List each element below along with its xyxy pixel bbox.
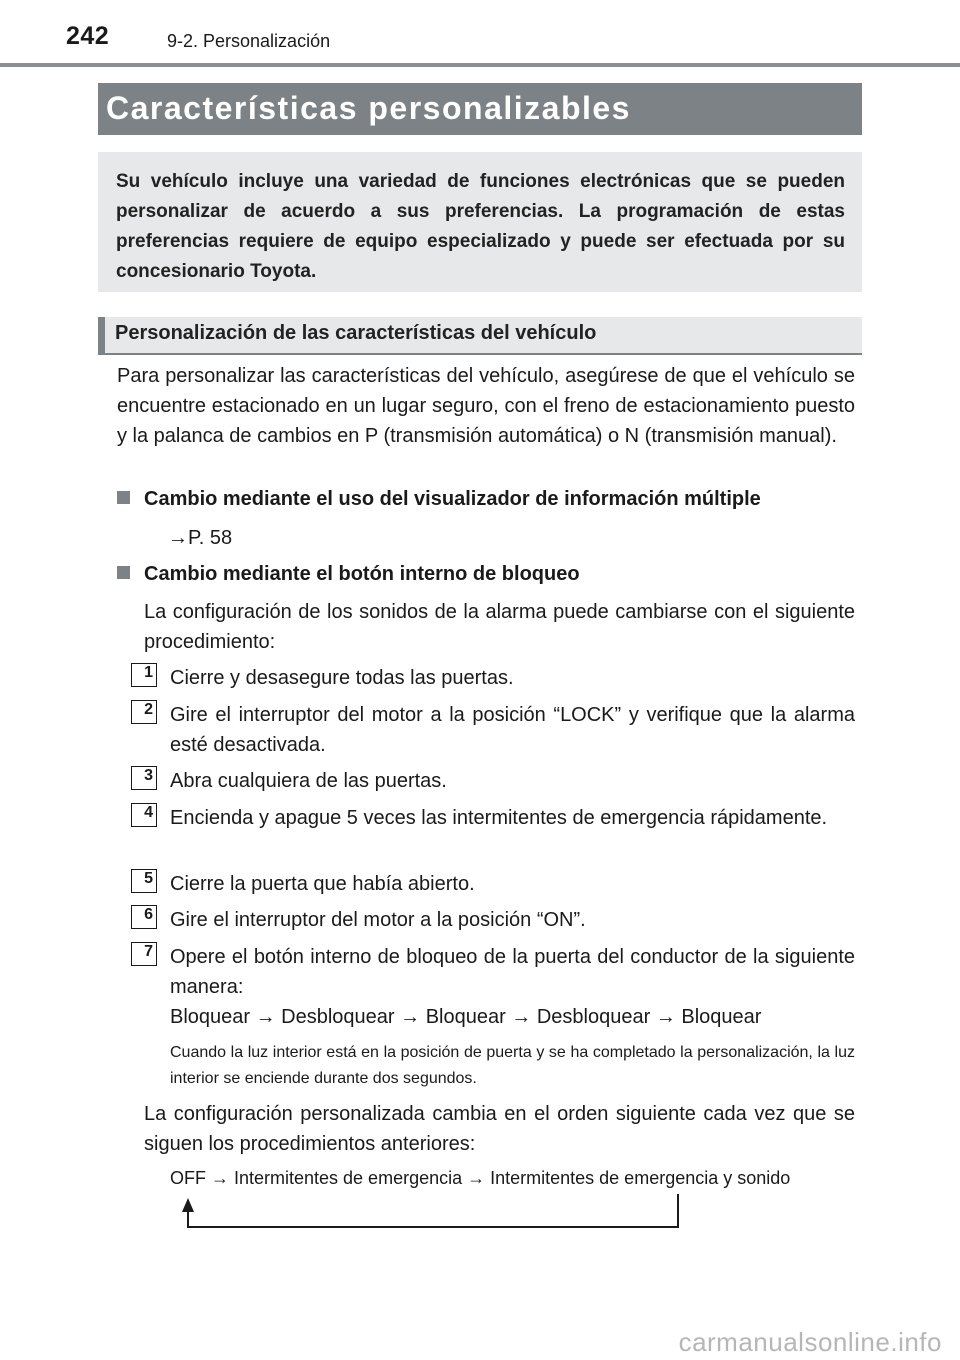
final-paragraph: La configuración personalizada cambia en el orden siguiente cada vez que se siguen los procedimientos anteriores: [144,1103,855,1155]
intro-paragraph: Para personalizar las características del vehículo, asegúrese de que el vehículo se encuentre estacionado en un lugar seguro, con el freno de estacionamiento puesto y la palanca de cambios en P (transmisión automática) o N (transmisión manual). [117,365,855,447]
page-number: 242 [66,22,110,50]
step-text-1: Cierre y desasegure todas las puertas. [170,667,514,689]
step-number-3: 3 [131,766,157,790]
page-title: Características personalizables [106,90,631,126]
step-number-7: 7 [131,942,157,966]
step-text-5: Cierre la puerta que había abierto. [170,873,475,895]
step-number-4: 4 [131,803,157,827]
page-reference-link[interactable]: →P. 58 [168,527,233,549]
subheading-text: Personalización de las características del vehículo [115,322,597,344]
section1-heading-text: Cambio mediante el uso del visualizador de información múltiple [144,488,761,510]
step-text-2: Gire el interruptor del motor a la posición “LOCK” y verifique que la alarma esté desactivada. [170,704,855,756]
note-text: Cuando la luz interior está en la posición de puerta y se ha completado la personalización, la luz interior se enciende durante dos segundos. [170,1044,855,1087]
step-text-7: Opere el botón interno de bloqueo de la puerta del conductor de la siguiente manera: [170,946,855,998]
step-number-6: 6 [131,905,157,929]
step-number-5: 5 [131,869,157,893]
lock-sequence: Bloquear → Desbloquear → Bloquear → Desbloquear → Bloquear [170,1006,762,1028]
section2-description: La configuración de los sonidos de la alarma puede cambiarse con el siguiente procedimiento: [144,601,855,653]
step-number-1: 1 [131,663,157,687]
section-reference: 9-2. Personalización [167,31,331,51]
intro-text: Su vehículo incluye una variedad de funciones electrónicas que se pueden personalizar de acuerdo a sus preferencias. La programación de estas preferencias requiere de equipo especializado y puede ser efectuada por su concesionario Toyota. [116,171,845,282]
cycle-sequence: OFF → Intermitentes de emergencia → Intermitentes de emergencia y sonido [170,1168,791,1188]
step-number-2: 2 [131,700,157,724]
section2-heading-text: Cambio mediante el botón interno de bloqueo [144,563,580,585]
watermark: carmanualsonline.info [678,1327,942,1357]
step-text-3: Abra cualquiera de las puertas. [170,770,447,792]
step-text-6: Gire el interruptor del motor a la posición “ON”. [170,909,586,931]
step-text-4: Encienda y apague 5 veces las intermitentes de emergencia rápidamente. [170,807,828,829]
